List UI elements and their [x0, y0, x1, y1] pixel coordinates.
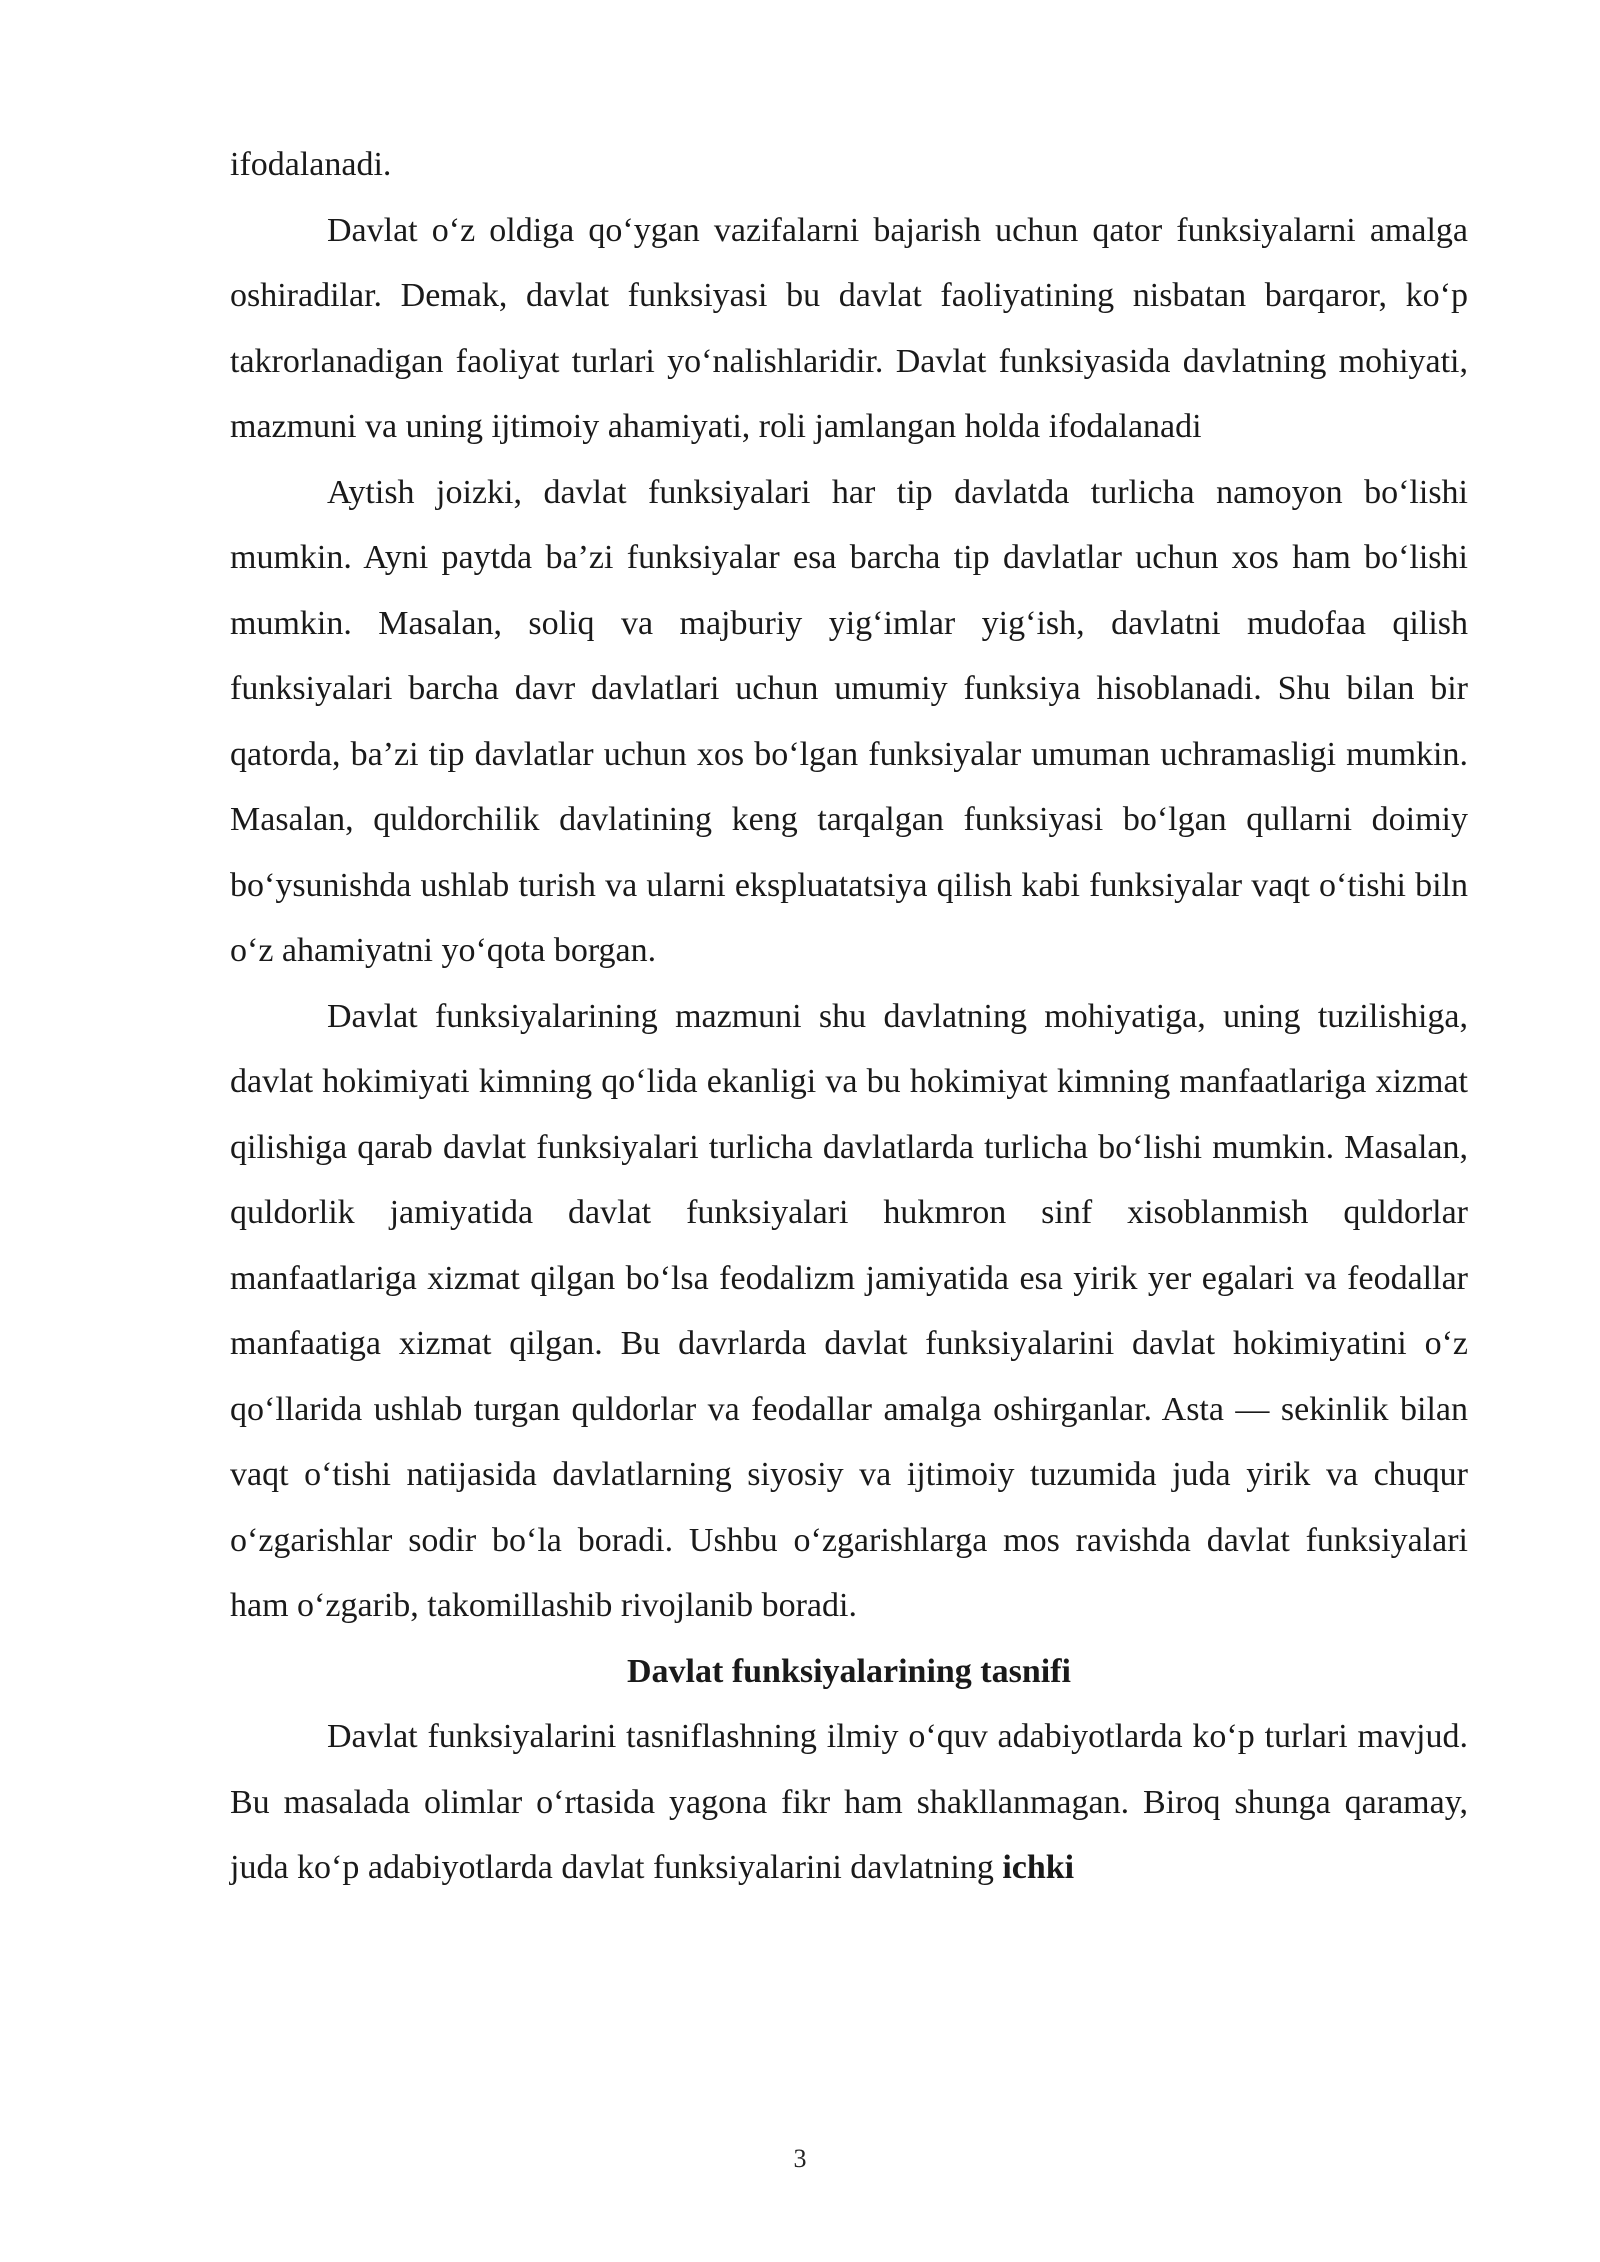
- paragraph-state-functions-definition: Davlat o‘z oldiga qo‘ygan vazifalarni bajarish uchun qator funksiyalarni amalga oshiradilar. Demak, davlat funksiyasi bu davlat faoliyatining nisbatan barqaror, ko‘p takrorlanadigan faoliyat turlari yo‘nalishlaridir. Davlat funksiyasida davlatning mohiyati, mazmuni va uning ijtimoiy ahamiyati, roli jamlangan holda ifodalanadi: [230, 211, 1468, 445]
- paragraph-functions-by-state-type: Aytish joizki, davlat funksiyalari har tip davlatda turlicha namoyon bo‘lishi mumkin. Ayni paytda ba’zi funksiyalar esa barcha tip davlatlar uchun xos ham bo‘lishi mumkin. Masalan, soliq va majburiy yig‘imlar yig‘ish, davlatni mudofaa qilish funksiyalari barcha davr davlatlari uchun umumiy funksiya hisoblanadi. Shu bilan bir qatorda, ba’zi tip davlatlar uchun xos bo‘lgan funksiyalar umuman uchramasligi mumkin. Masalan, quldorchilik davlatining keng tarqalgan funksiyasi bo‘lgan qullarni doimiy bo‘ysunishda ushlab turish va ularni ekspluatatsiya qilish kabi funksiyalar vaqt o‘tishi biln o‘z ahamiyatni yo‘qota borgan.: [230, 473, 1468, 969]
- paragraph-functions-content: Davlat funksiyalarining mazmuni shu davlatning mohiyatiga, uning tuzilishiga, davlat hokimiyati kimning qo‘lida ekanligi va bu hokimiyat kimning manfaatlariga xizmat qilishiga qarab davlat funksiyalari turlicha davlatlarda turlicha bo‘lishi mumkin. Masalan, quldorlik jamiyatida davlat funksiyalari hukmron sinf xisoblanmish quldorlar manfaatlariga xizmat qilgan bo‘lsa feodalizm jamiyatida esa yirik yer egalari va feodallar manfaatiga xizmat qilgan. Bu davrlarda davlat funksiyalarini davlat hokimiyatini o‘z qo‘llarida ushlab turgan quldorlar va feodallar amalga oshirganlar. Asta — sekinlik bilan vaqt o‘tishi natijasida davlatlarning siyosiy va ijtimoiy tuzumida juda yirik va chuqur o‘zgarishlar sodir bo‘la boradi. Ushbu o‘zgarishlarga mos ravishda davlat funksiyalari ham o‘zgarib, takomillashib rivojlanib boradi.: [230, 997, 1468, 1624]
- paragraph-classification-text: Davlat funksiyalarini tasniflashning ilmiy o‘quv adabiyotlarda ko‘p turlari mavjud. Bu masalada olimlar o‘rtasida yagona fikr ham shakllanmagan. Biroq shunga qaramay, juda ko‘p adabiyotlarda davlat funksiyalarini davlatning: [230, 1718, 1468, 1886]
- paragraph-classification: [230, 1704, 1468, 1901]
- bold-term: ichki: [1002, 1849, 1075, 1886]
- page-number: 3: [793, 2144, 807, 2173]
- document-body: [230, 132, 1468, 1901]
- paragraph-continuation: ifodalanadi.: [230, 146, 392, 183]
- section-heading: Davlat funksiyalarining tasnifi: [627, 1652, 1071, 1690]
